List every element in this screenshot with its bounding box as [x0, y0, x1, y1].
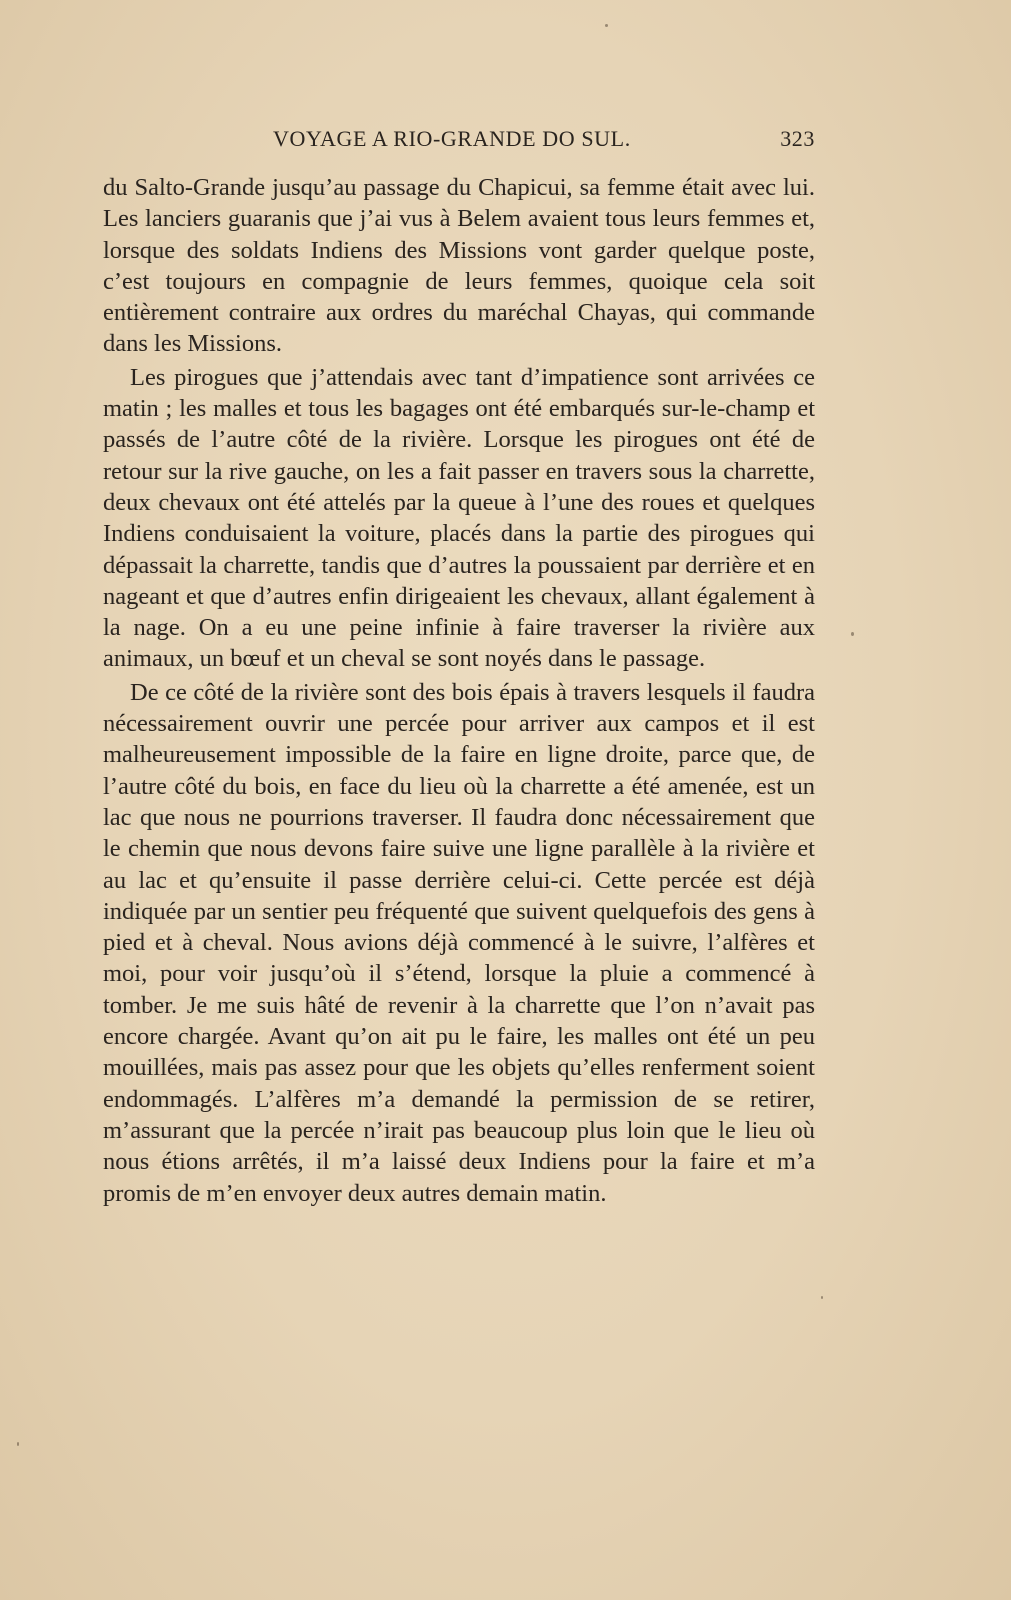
body-text	[103, 172, 815, 1209]
paragraph-continuation: du Salto-Grande jusqu’au passage du Chapicui, sa femme était avec lui. Les lanciers guaranis que j’ai vus à Belem avaient tous leurs femmes et, lorsque des soldats Indiens des Missions vont garder quelque poste, c’est toujours en compagnie de leurs femmes, quoique cela soit entièrement contraire aux ordres du maréchal Chayas, qui commande dans les Missions.	[103, 174, 815, 358]
paragraph-riviere: De ce côté de la rivière sont des bois épais à travers lesquels il faudra nécessairement ouvrir une percée pour arriver aux campos et il est malheureusement impossible de la faire en ligne droite, parce que, de l’autre côté du bois, en face du lieu où la charrette a été amenée, est un lac que nous ne pourrions traverser. Il faudra donc nécessairement que le chemin que nous devons faire suive une ligne parallèle à la rivière et au lac et qu’ensuite il passe derrière celui-ci. Cette percée est déjà indiquée par un sentier peu fréquenté que suivent quelquefois des gens à pied et à cheval. Nous avions déjà commencé à le suivre, l’alfères et moi, pour voir jusqu’où il s’étend, lorsque la pluie a commencé à tomber. Je me suis hâté de revenir à la charrette que l’on n’avait pas encore chargée. Avant qu’on ait pu le faire, les malles ont été un peu mouillées, mais pas assez pour que les objets qu’elles renferment soient endommagés. L’alfères m’a demandé la permission de se retirer, m’assurant que la percée n’irait pas beaucoup plus loin que le lieu où nous étions arrêtés, il m’a laissé deux Indiens pour la faire et m’a promis de m’en envoyer deux autres demain matin.	[103, 678, 815, 1207]
page-number: 323	[780, 126, 815, 151]
paper-speck	[605, 24, 608, 27]
running-header	[103, 126, 815, 154]
paper-speck	[851, 632, 854, 636]
paper-speck	[17, 1442, 19, 1446]
paragraph-pirogues: Les pirogues que j’attendais avec tant d’impatience sont arrivées ce matin ; les malles et tous les bagages ont été embarqués sur-le-champ et passés de l’autre côté de la rivière. Lorsque les pirogues ont été de retour sur la rive gauche, on les a fait passer en travers sous la charrette, deux chevaux ont été attelés par la queue à l’une des roues et quelques Indiens conduisaient la voiture, placés dans la partie des pirogues qui dépassait la charrette, tandis que d’autres la poussaient par derrière et en nageant et que d’autres enfin dirigeaient les chevaux, allant également à la nage. On a eu une peine infinie à faire traverser la rivière aux animaux, un bœuf et un cheval se sont noyés dans le passage.	[103, 363, 815, 673]
running-title: VOYAGE A RIO-GRANDE DO SUL.	[273, 126, 631, 151]
paper-speck	[821, 1296, 823, 1299]
